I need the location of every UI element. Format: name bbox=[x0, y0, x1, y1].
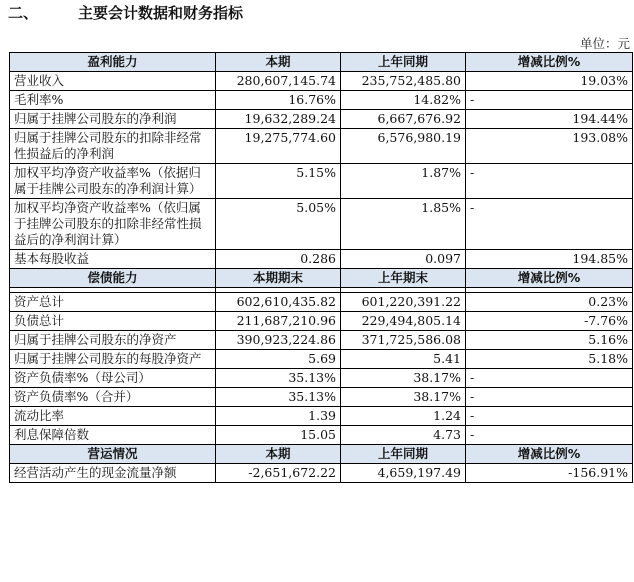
value-cell: - bbox=[466, 164, 633, 199]
row-label: 归属于挂牌公司股东的扣除非经常性损益后的净利润 bbox=[10, 129, 216, 164]
value-cell: 5.41 bbox=[341, 350, 466, 369]
value-cell: 14.82% bbox=[341, 91, 466, 110]
value-cell: 601,220,391.22 bbox=[341, 293, 466, 312]
operations-header-cell: 营运情况 bbox=[10, 445, 216, 464]
value-cell: 602,610,435.82 bbox=[216, 293, 341, 312]
value-cell: - bbox=[466, 388, 633, 407]
value-cell: 193.08% bbox=[466, 129, 633, 164]
row-label: 资产负债率%（母公司） bbox=[10, 369, 216, 388]
table-row bbox=[10, 350, 633, 369]
table-row bbox=[10, 91, 633, 110]
table-row bbox=[10, 199, 633, 250]
table-row bbox=[10, 388, 633, 407]
value-cell: 4.73 bbox=[341, 426, 466, 445]
section-number: 二、 bbox=[8, 4, 39, 22]
table-row bbox=[10, 312, 633, 331]
value-cell: 38.17% bbox=[341, 369, 466, 388]
profitability-header-row bbox=[10, 53, 633, 72]
value-cell: 5.15% bbox=[216, 164, 341, 199]
table-row bbox=[10, 293, 633, 312]
value-cell: 280,607,145.74 bbox=[216, 72, 341, 91]
table-row bbox=[10, 72, 633, 91]
value-cell: - bbox=[466, 407, 633, 426]
value-cell: 15.05 bbox=[216, 426, 341, 445]
row-label: 加权平均净资产收益率%（依归属于挂牌公司股东的扣除非经常性损益后的净利润计算） bbox=[10, 199, 216, 250]
value-cell: - bbox=[466, 426, 633, 445]
value-cell: 211,687,210.96 bbox=[216, 312, 341, 331]
value-cell: 35.13% bbox=[216, 369, 341, 388]
value-cell: - bbox=[466, 91, 633, 110]
value-cell: -156.91% bbox=[466, 464, 633, 483]
value-cell: 1.24 bbox=[341, 407, 466, 426]
row-label: 基本每股收益 bbox=[10, 250, 216, 269]
table-row bbox=[10, 426, 633, 445]
value-cell: -7.76% bbox=[466, 312, 633, 331]
value-cell: 35.13% bbox=[216, 388, 341, 407]
section-title: 主要会计数据和财务指标 bbox=[78, 4, 244, 22]
value-cell: 229,494,805.14 bbox=[341, 312, 466, 331]
table-row bbox=[10, 464, 633, 483]
value-cell: 235,752,485.80 bbox=[341, 72, 466, 91]
table-row bbox=[10, 331, 633, 350]
row-label: 利息保障倍数 bbox=[10, 426, 216, 445]
profitability-header-cell: 上年同期 bbox=[341, 53, 466, 72]
value-cell: 6,667,676.92 bbox=[341, 110, 466, 129]
value-cell: 4,659,197.49 bbox=[341, 464, 466, 483]
value-cell: 0.097 bbox=[341, 250, 466, 269]
row-label: 加权平均净资产收益率%（依据归属于挂牌公司股东的净利润计算） bbox=[10, 164, 216, 199]
operations-header-cell: 上年同期 bbox=[341, 445, 466, 464]
solvency-header-cell: 本期期末 bbox=[216, 269, 341, 288]
table-row bbox=[10, 110, 633, 129]
solvency-header-cell: 上年期末 bbox=[341, 269, 466, 288]
row-label: 归属于挂牌公司股东的净利润 bbox=[10, 110, 216, 129]
value-cell: 194.44% bbox=[466, 110, 633, 129]
value-cell: 1.39 bbox=[216, 407, 341, 426]
value-cell: 1.87% bbox=[341, 164, 466, 199]
operations-header-cell: 本期 bbox=[216, 445, 341, 464]
operations-header-row bbox=[10, 445, 633, 464]
value-cell: - bbox=[466, 369, 633, 388]
solvency-header-cell: 偿债能力 bbox=[10, 269, 216, 288]
financial-indicators-table bbox=[9, 52, 633, 483]
solvency-header-cell: 增减比例% bbox=[466, 269, 633, 288]
row-label: 归属于挂牌公司股东的每股净资产 bbox=[10, 350, 216, 369]
value-cell: 371,725,586.08 bbox=[341, 331, 466, 350]
value-cell: 194.85% bbox=[466, 250, 633, 269]
value-cell: -2,651,672.22 bbox=[216, 464, 341, 483]
row-label: 归属于挂牌公司股东的净资产 bbox=[10, 331, 216, 350]
value-cell: 5.16% bbox=[466, 331, 633, 350]
value-cell: 390,923,224.86 bbox=[216, 331, 341, 350]
profitability-header-cell: 盈利能力 bbox=[10, 53, 216, 72]
table-row bbox=[10, 129, 633, 164]
row-label: 负债总计 bbox=[10, 312, 216, 331]
solvency-header-row bbox=[10, 269, 633, 288]
value-cell: 19,275,774.60 bbox=[216, 129, 341, 164]
row-label: 资产总计 bbox=[10, 293, 216, 312]
row-label: 资产负债率%（合并） bbox=[10, 388, 216, 407]
value-cell: 1.85% bbox=[341, 199, 466, 250]
row-label: 流动比率 bbox=[10, 407, 216, 426]
value-cell: 5.18% bbox=[466, 350, 633, 369]
value-cell: - bbox=[466, 199, 633, 250]
value-cell: 16.76% bbox=[216, 91, 341, 110]
table-row bbox=[10, 250, 633, 269]
value-cell: 0.23% bbox=[466, 293, 633, 312]
value-cell: 19,632,289.24 bbox=[216, 110, 341, 129]
table-row bbox=[10, 164, 633, 199]
profitability-header-cell: 增减比例% bbox=[466, 53, 633, 72]
table-row bbox=[10, 369, 633, 388]
operations-header-cell: 增减比例% bbox=[466, 445, 633, 464]
value-cell: 0.286 bbox=[216, 250, 341, 269]
value-cell: 6,576,980.19 bbox=[341, 129, 466, 164]
row-label: 毛利率% bbox=[10, 91, 216, 110]
unit-label: 单位：元 bbox=[579, 36, 630, 51]
value-cell: 19.03% bbox=[466, 72, 633, 91]
table-row bbox=[10, 407, 633, 426]
value-cell: 38.17% bbox=[341, 388, 466, 407]
profitability-header-cell: 本期 bbox=[216, 53, 341, 72]
value-cell: 5.05% bbox=[216, 199, 341, 250]
row-label: 经营活动产生的现金流量净额 bbox=[10, 464, 216, 483]
value-cell: 5.69 bbox=[216, 350, 341, 369]
row-label: 营业收入 bbox=[10, 72, 216, 91]
